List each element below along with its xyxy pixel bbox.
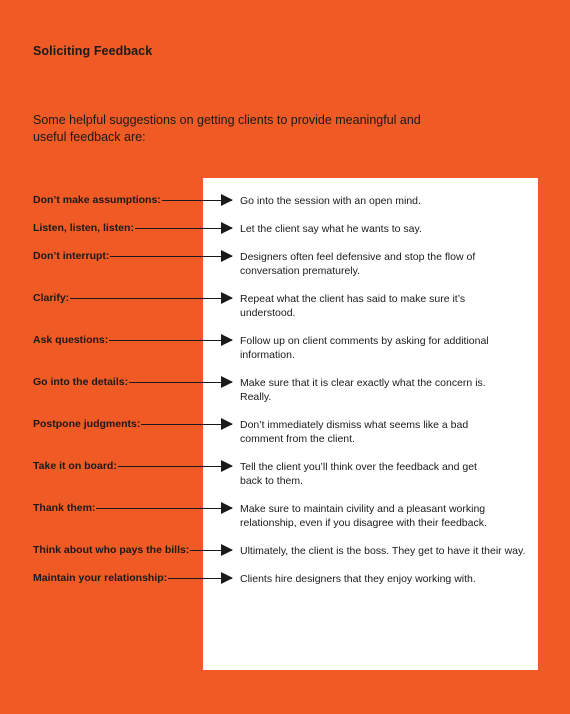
suggestion-description: Designers often feel defensive and stop the flow of conversation prematurely. [240,251,476,277]
suggestion-label: Postpone judgments: [33,418,141,430]
suggestion-label: Ask questions: [33,334,109,346]
suggestion-label: Think about who pays the bills: [33,544,190,556]
suggestion-row [0,502,570,532]
suggestion-label: Take it on board: [33,460,117,472]
arrow-right-icon [110,256,232,257]
suggestion-row [0,222,570,252]
arrow-right-icon [118,466,232,467]
suggestion-label: Listen, listen, listen: [33,222,134,234]
page-title: Soliciting Feedback [33,44,153,58]
suggestion-row [0,572,570,602]
arrow-right-icon [70,298,232,299]
suggestion-label: Clarify: [33,292,70,304]
suggestion-description: Don’t immediately dismiss what seems like a bad comment from the client. [240,419,469,445]
suggestion-description: Repeat what the client has said to make sure it’s understood. [240,293,466,319]
suggestion-row [0,376,570,406]
suggestion-description: Let the client say what he wants to say. [240,223,422,235]
suggestion-label: Thank them: [33,502,96,514]
suggestion-description: Clients hire designers that they enjoy working with. [240,573,476,585]
arrow-right-icon [162,200,232,201]
arrow-right-icon [135,228,232,229]
suggestion-label: Go into the details: [33,376,129,388]
intro-text: Some helpful suggestions on getting clients to provide meaningful and useful feedback are: [33,113,421,144]
suggestion-description: Ultimately, the client is the boss. They get to have it their way. [240,545,526,557]
suggestion-description: Tell the client you’ll think over the feedback and get back to them. [240,461,477,487]
suggestion-row [0,250,570,280]
suggestion-row [0,334,570,364]
suggestion-description: Make sure that it is clear exactly what the concern is. Really. [240,377,486,403]
suggestion-label: Don’t make assumptions: [33,194,161,206]
arrow-right-icon [190,550,232,551]
suggestion-label: Don’t interrupt: [33,250,110,262]
suggestion-description: Go into the session with an open mind. [240,195,421,207]
suggestion-row [0,418,570,448]
arrow-right-icon [96,508,232,509]
suggestion-row [0,544,570,574]
suggestion-label: Maintain your relationship: [33,572,168,584]
suggestion-row [0,460,570,490]
suggestion-description: Make sure to maintain civility and a pleasant working relationship, even if you disagree with their feedback. [240,503,487,529]
arrow-right-icon [141,424,232,425]
suggestion-row [0,292,570,322]
suggestion-row [0,194,570,224]
arrow-right-icon [109,340,232,341]
arrow-right-icon [168,578,232,579]
arrow-right-icon [129,382,232,383]
suggestion-description: Follow up on client comments by asking for additional information. [240,335,489,361]
